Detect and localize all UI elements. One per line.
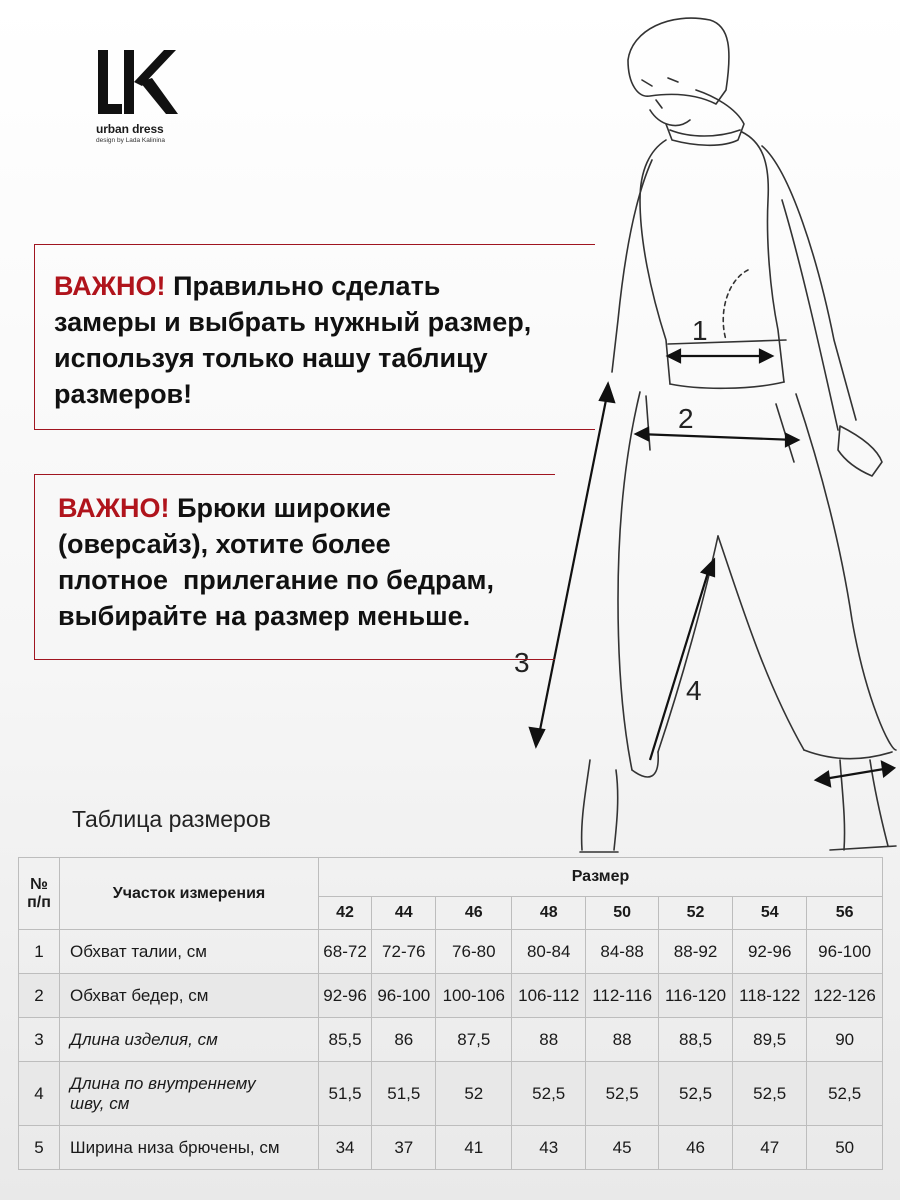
size-table-header-row [19, 858, 883, 897]
row-number-cell: 2 [19, 974, 60, 1018]
size-value-cell: 116-120 [658, 974, 732, 1018]
brand-tagline: design by Lada Kalinina [96, 137, 166, 144]
notice-prefix: ВАЖНО! [54, 271, 166, 301]
notice-line: замеры и выбрать нужный размер, [54, 307, 532, 337]
row-number-cell: 3 [19, 1018, 60, 1062]
notice-text [58, 490, 578, 634]
row-number-cell: 1 [19, 930, 60, 974]
size-value-cell: 92-96 [733, 930, 807, 974]
table-row [19, 930, 883, 974]
notice-important-measurements [34, 244, 604, 430]
size-header-cell: 56 [807, 897, 883, 930]
row-param-line: шву, см [70, 1093, 130, 1113]
size-table [18, 857, 883, 1170]
size-value-cell: 76-80 [436, 930, 512, 974]
size-value-cell: 88-92 [658, 930, 732, 974]
size-value-cell: 87,5 [436, 1018, 512, 1062]
table-row [19, 1018, 883, 1062]
notice-line: используя только нашу таблицу [54, 343, 488, 373]
measure-label-4: 4 [686, 675, 702, 706]
size-value-cell: 52,5 [733, 1062, 807, 1126]
size-header-cell: 44 [372, 897, 436, 930]
size-value-cell: 45 [586, 1126, 659, 1170]
notice-line: выбирайте на размер меньше. [58, 601, 471, 631]
size-value-cell: 52,5 [586, 1062, 659, 1126]
size-value-cell: 50 [807, 1126, 883, 1170]
size-value-cell: 46 [658, 1126, 732, 1170]
size-value-cell: 89,5 [733, 1018, 807, 1062]
size-value-cell: 47 [733, 1126, 807, 1170]
notice-line: Правильно сделать [173, 271, 441, 301]
header-number: № п/п [19, 858, 60, 930]
row-number-cell: 4 [19, 1062, 60, 1126]
brand-logo [96, 48, 206, 144]
size-header-cell: 46 [436, 897, 512, 930]
size-header-cell: 52 [658, 897, 732, 930]
size-value-cell: 90 [807, 1018, 883, 1062]
size-header-cell: 48 [512, 897, 586, 930]
notice-line: плотное прилегание по бедрам, [58, 565, 494, 595]
size-value-cell: 51,5 [372, 1062, 436, 1126]
size-header-cell: 42 [319, 897, 372, 930]
measure-label-3: 3 [514, 647, 530, 678]
size-header-cell: 54 [733, 897, 807, 930]
size-value-cell: 72-76 [372, 930, 436, 974]
notice-line: (оверсайз), хотите более [58, 529, 391, 559]
size-value-cell: 88 [512, 1018, 586, 1062]
size-value-cell: 122-126 [807, 974, 883, 1018]
size-value-cell: 92-96 [319, 974, 372, 1018]
header-size: Размер [319, 858, 883, 897]
size-value-cell: 88 [586, 1018, 659, 1062]
size-value-cell: 86 [372, 1018, 436, 1062]
row-param-cell [60, 1062, 319, 1126]
size-value-cell: 52 [436, 1062, 512, 1126]
size-value-cell: 112-116 [586, 974, 659, 1018]
table-row [19, 974, 883, 1018]
size-value-cell: 85,5 [319, 1018, 372, 1062]
notice-prefix: ВАЖНО! [58, 493, 170, 523]
header-param: Участок измерения [60, 858, 319, 930]
size-value-cell: 80-84 [512, 930, 586, 974]
fashion-sketch-illustration [500, 0, 900, 870]
table-row [19, 1062, 883, 1126]
size-value-cell: 68-72 [319, 930, 372, 974]
measure-label-1: 1 [692, 315, 708, 346]
size-value-cell: 52,5 [807, 1062, 883, 1126]
size-value-cell: 106-112 [512, 974, 586, 1018]
size-value-cell: 84-88 [586, 930, 659, 974]
notice-line: размеров! [54, 379, 193, 409]
notice-text [54, 268, 614, 412]
size-table-body [19, 930, 883, 1170]
size-value-cell: 41 [436, 1126, 512, 1170]
lk-logo-mark [96, 48, 180, 120]
size-table-title: Таблица размеров [72, 806, 271, 832]
notice-line: Брюки широкие [177, 493, 391, 523]
measure-label-2: 2 [678, 403, 694, 434]
size-value-cell: 52,5 [658, 1062, 732, 1126]
size-value-cell: 96-100 [372, 974, 436, 1018]
size-value-cell: 34 [319, 1126, 372, 1170]
size-value-cell: 52,5 [512, 1062, 586, 1126]
size-value-cell: 88,5 [658, 1018, 732, 1062]
size-value-cell: 43 [512, 1126, 586, 1170]
table-row [19, 1126, 883, 1170]
row-param-cell: Ширина низа брючены, см [60, 1126, 319, 1170]
row-param-cell: Обхват бедер, см [60, 974, 319, 1018]
row-param-line: Длина по внутреннему [70, 1073, 256, 1093]
row-number-cell: 5 [19, 1126, 60, 1170]
size-value-cell: 118-122 [733, 974, 807, 1018]
size-value-cell: 100-106 [436, 974, 512, 1018]
row-param-cell: Длина изделия, см [60, 1018, 319, 1062]
size-value-cell: 96-100 [807, 930, 883, 974]
notice-important-fit [34, 474, 604, 660]
size-value-cell: 37 [372, 1126, 436, 1170]
size-value-cell: 51,5 [319, 1062, 372, 1126]
row-param-cell: Обхват талии, см [60, 930, 319, 974]
size-header-cell: 50 [586, 897, 659, 930]
brand-name: urban dress [96, 122, 164, 136]
